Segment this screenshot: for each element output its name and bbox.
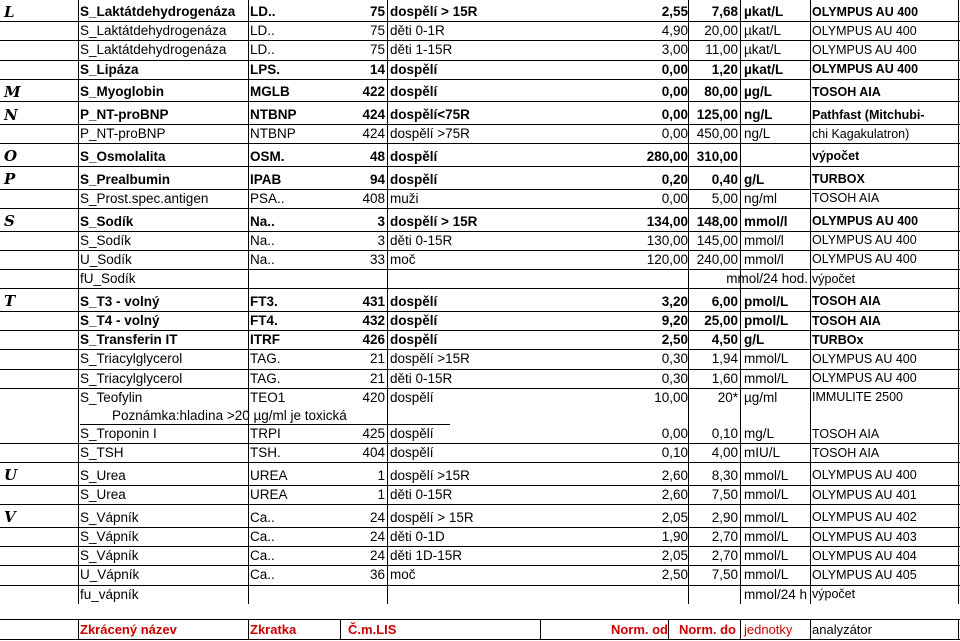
age-group: dospělí <box>390 445 434 461</box>
unit: mmol/l <box>744 213 788 229</box>
legend-divider <box>78 619 79 639</box>
legend-name: Zkrácený název <box>80 622 177 637</box>
unit: µkat/L <box>744 23 782 39</box>
unit: ng/ml <box>744 190 778 206</box>
unit: µg/L <box>744 84 773 100</box>
table-row <box>0 82 960 102</box>
age-group: dospělí <box>390 332 438 348</box>
analyzer: OLYMPUS AU 404 <box>812 548 917 563</box>
section-letter: M <box>4 82 21 101</box>
norm-from: 0,00 <box>661 107 688 123</box>
norm-from: 0,20 <box>661 171 688 187</box>
norm-to: 5,00 <box>711 190 738 206</box>
test-name: S_T4 - volný <box>80 313 160 329</box>
lis-code <box>344 269 385 288</box>
test-name: S_Triacylglycerol <box>80 351 183 367</box>
test-name: S_Transferin IT <box>80 332 178 348</box>
section-letter: P <box>4 170 16 189</box>
test-name: fu_vápník <box>80 586 139 602</box>
table-row <box>0 2 960 22</box>
analyzer: OLYMPUS AU 400 <box>812 214 919 229</box>
norm-to: 1,60 <box>711 370 738 386</box>
analyzer: IMMULITE 2500 <box>812 390 904 405</box>
norm-from: 2,05 <box>661 548 688 564</box>
table-row <box>0 212 960 232</box>
unit: mmol/L <box>744 487 789 503</box>
test-name: P_NT-proBNP <box>80 126 166 142</box>
norm-from: 0,10 <box>661 445 688 461</box>
age-group: dospělí > 15R <box>390 213 478 229</box>
age-group <box>390 269 580 288</box>
test-abbreviation: UREA <box>250 487 288 503</box>
norm-to: 145,00 <box>696 232 738 248</box>
test-abbreviation: PSA.. <box>250 190 285 206</box>
age-group: dospělí >75R <box>390 126 470 142</box>
test-abbreviation: Ca.. <box>250 509 275 525</box>
age-group: dospělí >15R <box>390 351 470 367</box>
norm-from: 0,30 <box>661 370 688 386</box>
norm-from: 0,00 <box>661 84 688 100</box>
test-abbreviation: TRPI <box>250 426 281 442</box>
lis-code: 33 <box>369 251 385 267</box>
norm-to: 2,70 <box>711 529 738 545</box>
lis-code: 24 <box>369 509 385 525</box>
unit: µg/ml <box>744 389 778 405</box>
legend-divider <box>248 619 249 639</box>
test-name: S_TSH <box>80 445 124 461</box>
age-group: děti 1D-15R <box>390 548 463 564</box>
age-group: děti 0-1D <box>390 529 445 545</box>
age-group: děti 0-15R <box>390 487 453 503</box>
table-row <box>0 424 960 444</box>
norm-to: 2,70 <box>711 548 738 564</box>
test-abbreviation: Ca.. <box>250 567 275 583</box>
section-letter: O <box>4 147 18 166</box>
unit: mmol/l <box>744 232 784 248</box>
test-name: S_Lipáza <box>80 61 139 77</box>
test-abbreviation: LD.. <box>250 23 275 39</box>
lis-code: 426 <box>362 332 385 348</box>
test-abbreviation: Ca.. <box>250 548 275 564</box>
test-name: S_Laktátdehydrogenáza <box>80 42 227 58</box>
table-row <box>0 330 960 350</box>
lis-code: 48 <box>369 148 385 164</box>
lis-code: 422 <box>362 84 385 100</box>
analyzer: chi Kagakulatron) <box>812 126 910 141</box>
norm-from: 2,05 <box>661 509 688 525</box>
age-group: dospělí > 15R <box>390 509 474 525</box>
analyzer: OLYMPUS AU 403 <box>812 529 917 544</box>
table-row <box>0 443 960 463</box>
norm-to <box>688 585 738 604</box>
norm-from: 10,00 <box>654 389 688 405</box>
analyzer: OLYMPUS AU 400 <box>812 468 917 483</box>
lis-code: 408 <box>362 190 385 206</box>
lis-code: 1 <box>377 487 385 503</box>
test-name: U_Sodík <box>80 251 132 267</box>
lis-code: 424 <box>362 126 385 142</box>
column-divider <box>688 0 689 604</box>
norm-from: 2,55 <box>661 4 688 20</box>
table-row <box>0 585 960 604</box>
norm-from: 2,50 <box>661 567 688 583</box>
norm-from: 280,00 <box>646 148 688 164</box>
test-abbreviation: NTBNP <box>250 126 296 142</box>
unit: mmol/L <box>744 567 789 583</box>
test-abbreviation: Na.. <box>250 213 275 229</box>
test-name: S_Prealbumin <box>80 171 171 187</box>
test-name: fU_Sodík <box>80 271 136 287</box>
table-row <box>0 546 960 566</box>
test-abbreviation: FT3. <box>250 293 278 309</box>
lis-code: 1 <box>377 467 385 483</box>
legend-divider <box>340 619 341 639</box>
norm-to: 25,00 <box>704 313 738 329</box>
test-name: S_Urea <box>80 467 126 483</box>
table-row <box>0 485 960 505</box>
toxicity-note: Poznámka:hladina >20 µg/ml je toxická <box>112 408 347 423</box>
lis-code: 3 <box>377 213 385 229</box>
test-abbreviation: Na.. <box>250 251 275 267</box>
table-row <box>0 231 960 251</box>
table-row <box>0 60 960 80</box>
lis-code: 24 <box>369 529 385 545</box>
norm-from <box>580 269 688 288</box>
age-group: dospělí <box>390 426 434 442</box>
age-group: moč <box>390 567 416 583</box>
age-group: dospělí <box>390 171 438 187</box>
analyzer: OLYMPUS AU 400 <box>812 371 917 386</box>
legend-norm-from: Norm. od <box>610 622 668 637</box>
norm-to: 310,00 <box>696 148 738 164</box>
column-divider <box>810 0 811 604</box>
test-abbreviation: Na.. <box>250 232 275 248</box>
column-divider <box>387 0 388 604</box>
test-abbreviation: OSM. <box>250 148 285 164</box>
test-name: S_Vápník <box>80 509 139 525</box>
norm-to: 80,00 <box>704 84 738 100</box>
test-abbreviation: MGLB <box>250 84 290 100</box>
analyzer: TOSOH AIA <box>812 313 881 328</box>
column-legend-row <box>0 619 960 640</box>
unit: pmol/L <box>744 313 789 329</box>
norm-from: 0,00 <box>661 126 688 142</box>
norm-to: 2,90 <box>711 509 738 525</box>
legend-divider <box>740 619 741 639</box>
norm-from: 2,60 <box>661 487 688 503</box>
norm-from: 3,00 <box>661 42 688 58</box>
test-name: S_Vápník <box>80 529 139 545</box>
lis-code: 24 <box>369 548 385 564</box>
analyzer: OLYMPUS AU 400 <box>812 62 919 77</box>
norm-from: 3,20 <box>661 293 688 309</box>
unit: ng/L <box>744 126 771 142</box>
legend-divider <box>958 619 959 639</box>
test-name: S_T3 - volný <box>80 293 160 309</box>
age-group: dospělí > 15R <box>390 4 478 20</box>
age-group: děti 1-15R <box>390 42 453 58</box>
norm-to: 0,40 <box>711 171 738 187</box>
lis-code: 431 <box>362 293 385 309</box>
analyzer: OLYMPUS AU 405 <box>812 567 917 582</box>
norm-to: 7,68 <box>711 4 738 20</box>
test-abbreviation: ITRF <box>250 332 280 348</box>
test-name: S_Urea <box>80 487 126 503</box>
norm-to: 1,94 <box>711 351 738 367</box>
table-row <box>0 388 960 407</box>
column-divider <box>958 0 959 604</box>
column-divider <box>248 0 249 604</box>
legend-divider <box>810 619 811 639</box>
legend-abbreviation: Zkratka <box>250 622 297 637</box>
section-letter: L <box>4 2 15 21</box>
lis-code: 425 <box>362 426 385 442</box>
lis-code: 432 <box>362 313 385 329</box>
test-name: P_NT-proBNP <box>80 107 169 123</box>
analyzer: TOSOH AIA <box>812 294 881 309</box>
norm-to: 240,00 <box>696 251 738 267</box>
legend-norm-to: Norm. do <box>678 622 736 637</box>
table-row <box>0 250 960 270</box>
table-row <box>0 40 960 60</box>
norm-to: 0,10 <box>711 426 738 442</box>
norm-from: 2,60 <box>661 467 688 483</box>
unit: mmol/L <box>744 370 789 386</box>
test-abbreviation: LD.. <box>250 42 275 58</box>
unit: mmol/l <box>744 251 784 267</box>
norm-to: 4,50 <box>711 332 738 348</box>
test-abbreviation <box>250 585 350 604</box>
unit: mmol/L <box>744 351 789 367</box>
unit: mmol/24 h <box>744 586 808 602</box>
analyzer: TOSOH AIA <box>812 426 880 441</box>
table-row <box>0 565 960 585</box>
lis-code: 36 <box>369 567 385 583</box>
analyzer: OLYMPUS AU 400 <box>812 252 917 267</box>
unit: mmol/L <box>744 529 789 545</box>
lis-code <box>344 585 385 604</box>
norm-to: 6,00 <box>711 293 738 309</box>
test-name: S_Osmolalita <box>80 148 166 164</box>
table-row <box>0 170 960 190</box>
table-row <box>0 124 960 144</box>
unit: pmol/L <box>744 293 789 309</box>
test-abbreviation: UREA <box>250 467 288 483</box>
norm-from: 134,00 <box>646 213 688 229</box>
unit: ng/L <box>744 107 773 123</box>
table-row <box>0 147 960 167</box>
unit: mmol/L <box>744 509 789 525</box>
unit: g/L <box>744 171 765 187</box>
unit: µkat/L <box>744 61 784 77</box>
test-abbreviation: NTBNP <box>250 107 297 123</box>
age-group: dospělí<75R <box>390 107 470 123</box>
lis-code: 14 <box>369 61 385 77</box>
age-group: děti 0-15R <box>390 232 453 248</box>
lis-code: 404 <box>362 445 385 461</box>
norm-to: 20,00 <box>704 23 738 39</box>
test-abbreviation: TAG. <box>250 370 281 386</box>
unit <box>744 147 810 166</box>
unit: µkat/L <box>744 42 782 58</box>
norm-to: 148,00 <box>696 213 738 229</box>
norm-to: 8,30 <box>711 467 738 483</box>
unit: mmol/24 hod. <box>726 271 808 287</box>
table-row <box>0 508 960 528</box>
age-group: děti 0-15R <box>390 370 453 386</box>
norm-from: 9,20 <box>661 313 688 329</box>
column-divider <box>78 0 79 604</box>
test-name: S_Laktátdehydrogenáza <box>80 4 236 20</box>
analyzer: TURBOx <box>812 332 864 347</box>
analyzer: TOSOH AIA <box>812 191 880 206</box>
table-row <box>0 369 960 389</box>
lis-code: 21 <box>369 351 385 367</box>
test-abbreviation: Ca.. <box>250 529 275 545</box>
lis-code: 3 <box>377 232 385 248</box>
age-group: dospělí <box>390 148 438 164</box>
analyzer: výpočet <box>812 149 860 164</box>
table-row <box>0 466 960 486</box>
test-abbreviation: TEO1 <box>250 389 286 405</box>
test-abbreviation: LD.. <box>250 4 276 20</box>
analyzer: OLYMPUS AU 400 <box>812 42 917 57</box>
column-divider <box>740 0 741 604</box>
table-row <box>0 311 960 331</box>
analyzer: Pathfast (Mitchubi- <box>812 107 925 122</box>
age-group: dospělí >15R <box>390 467 470 483</box>
norm-from: 1,90 <box>661 529 688 545</box>
table-row <box>0 21 960 41</box>
lis-code: 424 <box>362 107 385 123</box>
analyzer: OLYMPUS AU 400 <box>812 4 919 19</box>
analyzer: OLYMPUS AU 401 <box>812 487 917 502</box>
age-group: děti 0-1R <box>390 23 445 39</box>
norm-from: 0,30 <box>661 351 688 367</box>
analyzer: OLYMPUS AU 400 <box>812 23 917 38</box>
test-abbreviation: IPAB <box>250 171 282 187</box>
age-group: muži <box>390 190 419 206</box>
analyzer: TOSOH AIA <box>812 445 880 460</box>
unit: mmol/L <box>744 548 789 564</box>
norm-to: 4,00 <box>711 445 738 461</box>
analyzer: výpočet <box>812 271 856 286</box>
test-name: S_Triacylglycerol <box>80 370 183 386</box>
section-letter: N <box>4 105 18 124</box>
age-group: dospělí <box>390 61 438 77</box>
analyzer: výpočet <box>812 587 856 602</box>
age-group: dospělí <box>390 313 438 329</box>
table-row <box>0 105 960 125</box>
norm-from: 130,00 <box>646 232 688 248</box>
unit: mmol/L <box>744 467 789 483</box>
table-row <box>0 269 960 289</box>
norm-from <box>580 585 688 604</box>
norm-from: 120,00 <box>646 251 688 267</box>
norm-to: 125,00 <box>696 107 738 123</box>
norm-to: 1,20 <box>711 61 738 77</box>
test-abbreviation: TSH. <box>250 445 281 461</box>
lis-code: 21 <box>369 370 385 386</box>
norm-to: 11,00 <box>705 42 738 58</box>
norm-to: 20* <box>717 389 738 405</box>
age-group: dospělí <box>390 389 434 405</box>
analyzer: TOSOH AIA <box>812 84 881 99</box>
unit: mIU/L <box>744 445 781 461</box>
table-row <box>0 349 960 369</box>
test-abbreviation <box>250 269 350 288</box>
norm-to: 7,50 <box>711 487 738 503</box>
test-name: S_Troponin I <box>80 426 157 442</box>
test-name: S_Sodík <box>80 213 134 229</box>
test-abbreviation: TAG. <box>250 351 281 367</box>
unit: µkat/L <box>744 4 784 20</box>
norm-to: 450,00 <box>696 126 738 142</box>
test-name: S_Teofylin <box>80 389 143 405</box>
norm-from: 2,50 <box>661 332 688 348</box>
legend-divider <box>668 619 669 639</box>
test-abbreviation: LPS. <box>250 61 281 77</box>
legend-unit: jednotky <box>744 622 793 637</box>
norm-from: 4,90 <box>661 23 688 39</box>
test-abbreviation: FT4. <box>250 313 278 329</box>
age-group <box>390 585 580 604</box>
table-row <box>0 527 960 547</box>
lis-code: 75 <box>369 4 385 20</box>
age-group: dospělí <box>390 293 438 309</box>
age-group: moč <box>390 251 416 267</box>
analyzer: OLYMPUS AU 402 <box>812 510 917 525</box>
section-letter: S <box>4 212 15 231</box>
test-name: S_Laktátdehydrogenáza <box>80 23 227 39</box>
lis-code: 75 <box>369 42 385 58</box>
test-name: S_Prost.spec.antigen <box>80 190 209 206</box>
unit: mg/L <box>744 426 775 442</box>
norm-from: 0,00 <box>661 61 688 77</box>
age-group: dospělí <box>390 84 438 100</box>
lis-code: 75 <box>369 23 385 39</box>
lis-code: 420 <box>362 389 385 405</box>
legend-lis-code: Č.m.LIS <box>348 622 397 637</box>
lis-code: 94 <box>369 171 385 187</box>
section-letter: V <box>4 508 16 527</box>
legend-analyzer: analyzátor <box>812 622 872 637</box>
test-name: S_Vápník <box>80 548 139 564</box>
norm-from: 0,00 <box>661 426 688 442</box>
test-name: U_Vápník <box>80 567 140 583</box>
legend-divider <box>540 619 541 639</box>
table-row <box>0 189 960 209</box>
unit: g/L <box>744 332 765 348</box>
norm-from: 0,00 <box>661 190 688 206</box>
table-row <box>0 292 960 312</box>
section-letter: T <box>4 292 16 311</box>
analyzer: OLYMPUS AU 400 <box>812 351 917 366</box>
norm-to: 7,50 <box>711 567 738 583</box>
section-letter: U <box>4 466 18 485</box>
test-name: S_Sodík <box>80 232 132 248</box>
analyzer: TURBOX <box>812 172 865 187</box>
analyzer: OLYMPUS AU 400 <box>812 233 917 248</box>
test-name: S_Myoglobin <box>80 84 164 100</box>
